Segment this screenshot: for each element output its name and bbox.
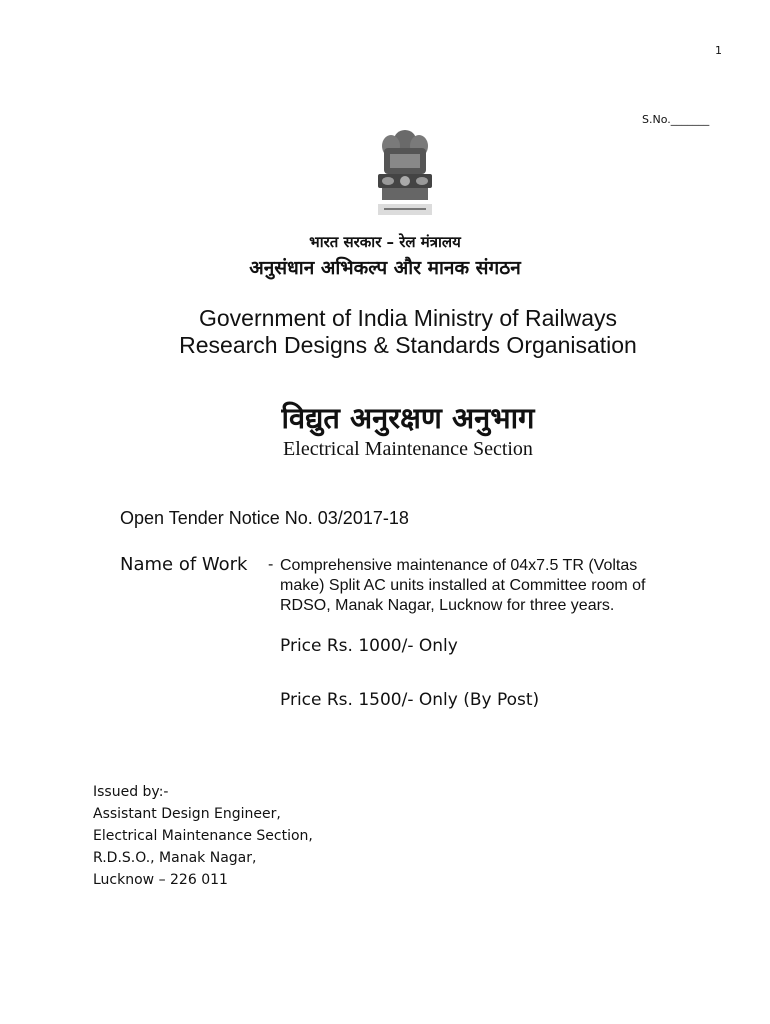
hindi-organisation-line: अनुसंधान अभिकल्प और मानक संगठन bbox=[249, 257, 521, 279]
price-by-post: Price Rs. 1500/- Only (By Post) bbox=[280, 690, 540, 710]
issued-by-line: R.D.S.O., Manak Nagar, bbox=[93, 850, 257, 866]
issued-by-line: Lucknow – 226 011 bbox=[93, 872, 228, 888]
english-organisation-line: Research Designs & Standards Organisation bbox=[179, 332, 637, 358]
issued-by-line: Electrical Maintenance Section, bbox=[93, 828, 313, 844]
serial-number-field: S.No._______ bbox=[642, 113, 710, 126]
issued-by-line: Assistant Design Engineer, bbox=[93, 806, 281, 822]
issued-by-line: Issued by:- bbox=[93, 784, 169, 800]
tender-notice-number: Open Tender Notice No. 03/2017-18 bbox=[120, 508, 409, 528]
national-emblem bbox=[370, 124, 440, 218]
english-section-title: Electrical Maintenance Section bbox=[283, 438, 533, 460]
hindi-section-title: विद्युत अनुरक्षण अनुभाग bbox=[281, 401, 535, 435]
work-label: Name of Work bbox=[120, 554, 248, 575]
issued-by-block bbox=[93, 781, 313, 891]
work-dash: - bbox=[268, 556, 274, 573]
work-description-line: Comprehensive maintenance of 04x7.5 TR (Voltas bbox=[280, 557, 638, 574]
page-number: 1 bbox=[715, 44, 722, 57]
work-description-line: make) Split AC units installed at Committee room of bbox=[280, 577, 646, 594]
price: Price Rs. 1000/- Only bbox=[280, 636, 458, 656]
work-description-line: RDSO, Manak Nagar, Lucknow for three years. bbox=[280, 597, 615, 614]
work-description bbox=[280, 556, 720, 616]
english-government-line: Government of India Ministry of Railways bbox=[199, 305, 617, 331]
hindi-government-line: भारत सरकार – रेल मंत्रालय bbox=[309, 233, 461, 251]
